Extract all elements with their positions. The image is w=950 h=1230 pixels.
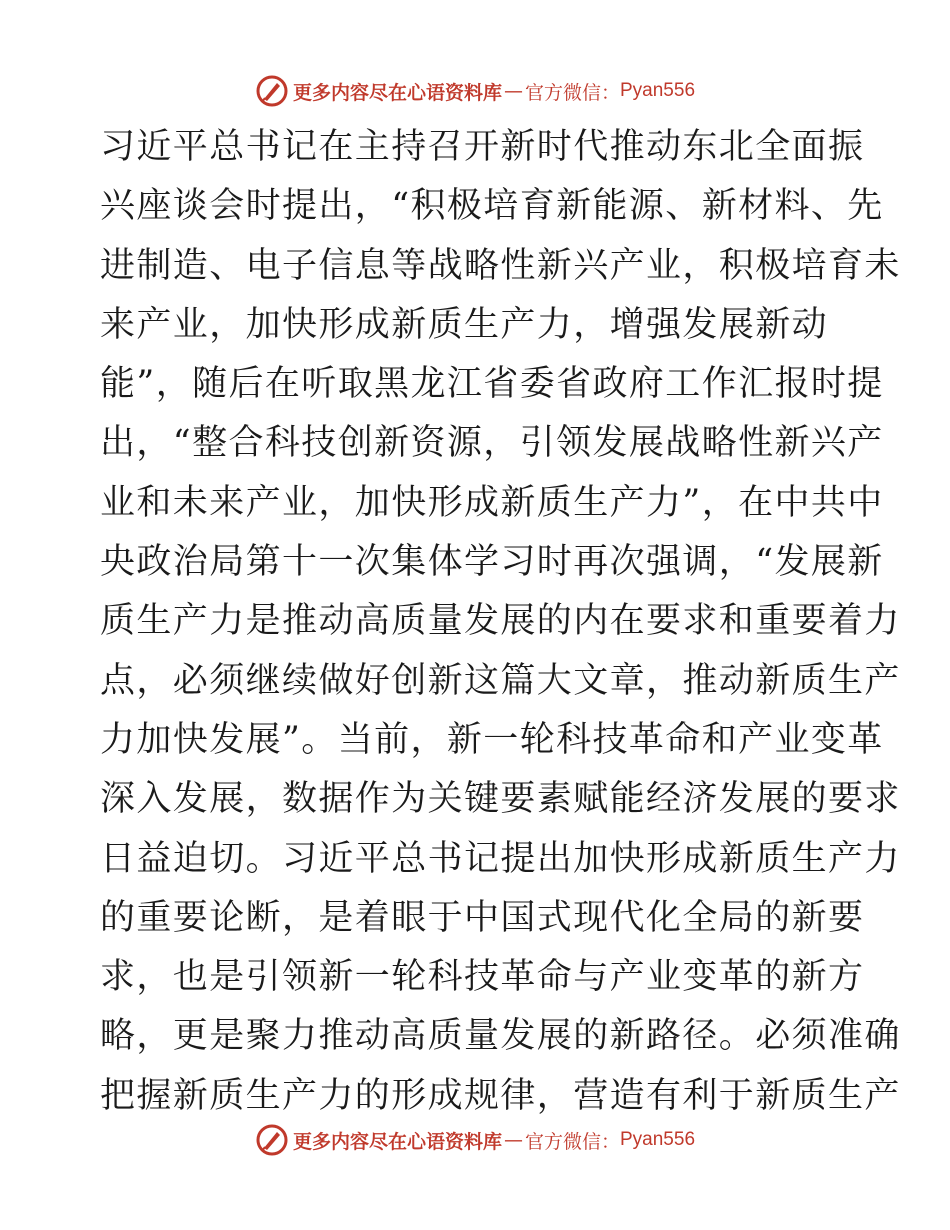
separator-dash: — xyxy=(503,80,523,102)
text-line: 深入发展，数据作为关键要素赋能经济发展的要求 xyxy=(100,779,901,820)
text-line: 能”，随后在听取黑龙江省委省政府工作汇报时提 xyxy=(100,364,884,405)
text-line: 质生产力是推动高质量发展的内在要求和重要着力 xyxy=(100,601,901,642)
text-line: 求，也是引领新一轮科技革命与产业变革的新方 xyxy=(100,957,865,998)
wechat-label: 官方微信： xyxy=(524,1130,620,1153)
text-line: 把握新质生产力的形成规律，营造有利于新质生产 xyxy=(100,1075,901,1116)
text-line: 来产业，加快形成新质生产力，增强发展新动 xyxy=(100,304,829,345)
separator-dash: — xyxy=(503,1129,523,1151)
text-line: 进制造、电子信息等战略性新兴产业，积极培育未 xyxy=(100,245,901,286)
wechat-id: Pyan556 xyxy=(620,80,696,101)
quill-logo-icon xyxy=(255,1123,289,1157)
text-line: 业和未来产业，加快形成新质生产力”，在中共中 xyxy=(100,482,884,523)
footer-banner xyxy=(0,1120,950,1160)
quill-logo-icon xyxy=(255,74,289,108)
document-body xyxy=(100,118,901,1126)
text-line: 力加快发展”。当前，新一轮科技革命和产业变革 xyxy=(100,719,884,760)
text-line: 习近平总书记在主持召开新时代推动东北全面振 xyxy=(100,127,865,167)
brand-text: 更多内容尽在心语资料库 xyxy=(292,81,502,104)
wechat-label: 官方微信： xyxy=(524,81,620,104)
text-line: 日益迫切。习近平总书记提出加快形成新质生产力 xyxy=(100,838,901,879)
text-line: 点，必须继续做好创新这篇大文章，推动新质生产 xyxy=(100,660,901,701)
brand-text: 更多内容尽在心语资料库 xyxy=(292,1130,502,1153)
header-banner xyxy=(0,71,950,111)
wechat-id: Pyan556 xyxy=(620,1129,696,1150)
text-line: 出，“整合科技创新资源，引领发展战略性新兴产 xyxy=(100,423,884,464)
text-line: 的重要论断，是着眼于中国式现代化全局的新要 xyxy=(100,897,865,938)
text-line: 兴座谈会时提出，“积极培育新能源、新材料、先 xyxy=(100,186,884,227)
text-line: 略，更是聚力推动高质量发展的新路径。必须准确 xyxy=(100,1016,901,1057)
text-line: 央政治局第十一次集体学习时再次强调，“发展新 xyxy=(100,542,884,583)
